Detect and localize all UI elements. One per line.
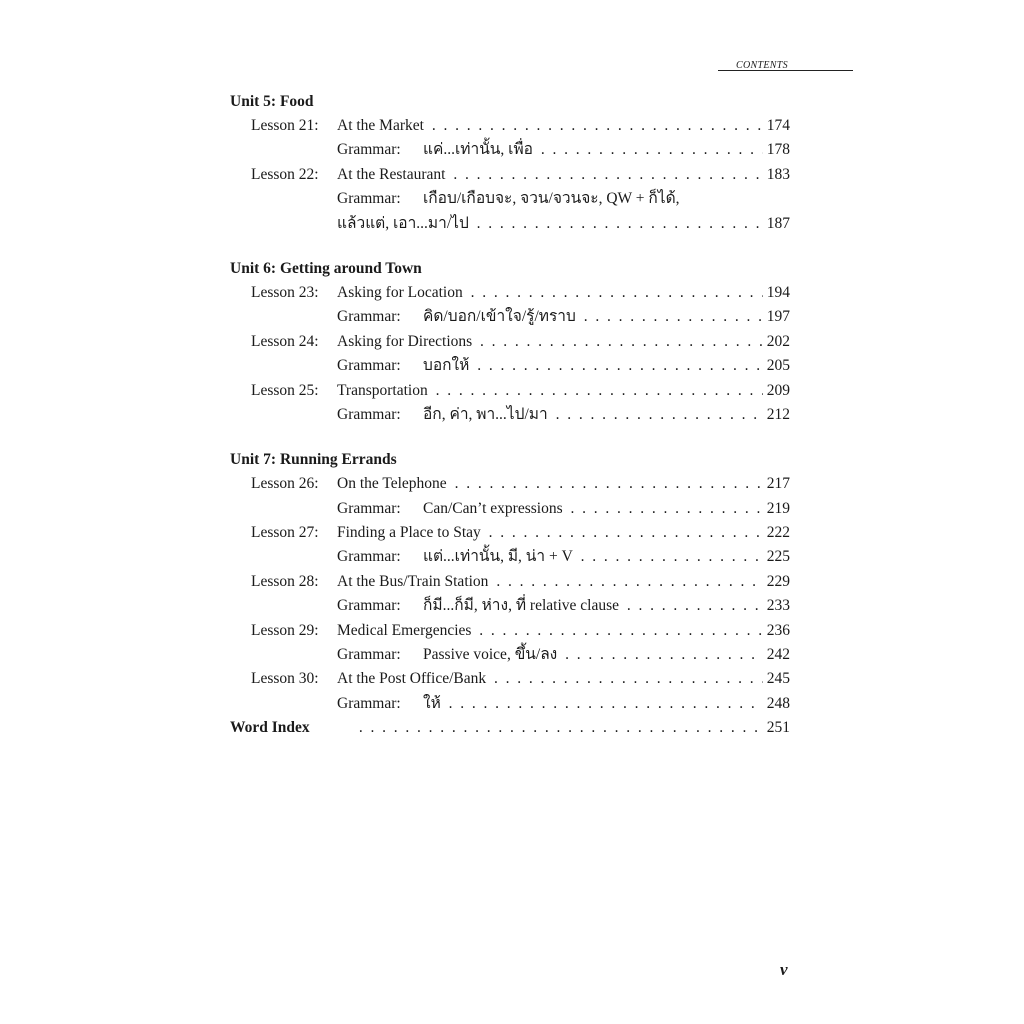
page-number: 219 — [766, 499, 790, 517]
grammar-topics: แค่...เท่านั้น, เพื่อ — [423, 141, 533, 159]
grammar-row[interactable] — [230, 403, 790, 427]
grammar-label: Grammar: — [337, 499, 401, 517]
lesson-title: On the Telephone — [337, 475, 447, 493]
dot-leader — [490, 667, 763, 691]
grammar-topics: ให้ — [423, 694, 441, 712]
lesson-title: Asking for Location — [337, 283, 463, 301]
dot-leader — [355, 716, 763, 740]
lesson-number: Lesson 21: — [251, 117, 319, 134]
grammar-topics: Passive voice, ขึ้น/ลง — [423, 646, 558, 664]
page-number: 194 — [766, 283, 790, 301]
table-of-contents — [230, 90, 790, 741]
grammar-label: Grammar: — [337, 308, 401, 326]
unit-7 — [230, 448, 790, 740]
lesson-title: Transportation — [337, 381, 428, 399]
page-number: 236 — [766, 621, 790, 639]
unit-5 — [230, 90, 790, 236]
grammar-row[interactable] — [230, 138, 790, 162]
lesson-row[interactable] — [230, 379, 790, 403]
dot-leader — [445, 692, 763, 716]
page-number: 205 — [766, 357, 790, 375]
dot-leader — [577, 545, 763, 569]
page-number: 248 — [766, 694, 790, 712]
lesson-row[interactable] — [230, 472, 790, 496]
lesson-title: At the Bus/Train Station — [337, 572, 489, 590]
grammar-topics: คิด/บอก/เข้าใจ/รู้/ทราบ — [423, 308, 576, 326]
page-number: 174 — [766, 117, 790, 134]
grammar-row[interactable] — [230, 545, 790, 569]
lesson-title: Finding a Place to Stay — [337, 524, 481, 542]
grammar-topics: ก็มี...ก็มี, ห่าง, ที่ relative clause — [423, 597, 619, 615]
page-number: 197 — [766, 308, 790, 326]
grammar-topics: บอกให้ — [423, 357, 470, 375]
page-number: 212 — [766, 405, 790, 423]
lesson-number: Lesson 25: — [251, 381, 319, 399]
lesson-row[interactable] — [230, 521, 790, 545]
grammar-label: Grammar: — [337, 405, 401, 423]
lesson-number: Lesson 22: — [251, 165, 319, 183]
lesson-number: Lesson 27: — [251, 524, 319, 542]
lesson-row[interactable] — [230, 667, 790, 691]
grammar-row[interactable] — [230, 643, 790, 667]
grammar-label: Grammar: — [337, 694, 401, 712]
header-rule — [718, 70, 853, 71]
grammar-topics-continued: แล้วแต่, เอา...มา/ไป — [337, 214, 469, 232]
page-number: 233 — [766, 597, 790, 615]
lesson-title: Asking for Directions — [337, 332, 473, 350]
lesson-number: Lesson 30: — [251, 670, 319, 688]
word-index-label: Word Index — [230, 719, 310, 737]
lesson-row[interactable] — [230, 163, 790, 187]
grammar-label: Grammar: — [337, 190, 401, 208]
lesson-title: At the Market — [337, 117, 424, 134]
lesson-title: At the Post Office/Bank — [337, 670, 487, 688]
grammar-row[interactable] — [230, 354, 790, 378]
grammar-row[interactable] — [230, 497, 790, 521]
dot-leader — [432, 379, 763, 403]
grammar-label: Grammar: — [337, 548, 401, 566]
page-number: 251 — [766, 719, 790, 737]
dot-leader — [485, 521, 763, 545]
unit-title: Unit 7: Running Errands — [230, 451, 397, 469]
unit-title: Unit 6: Getting around Town — [230, 259, 422, 277]
grammar-label: Grammar: — [337, 597, 401, 615]
page-number: 222 — [766, 524, 790, 542]
lesson-number: Lesson 24: — [251, 332, 319, 350]
grammar-topics: แต่...เท่านั้น, มี, น่า + V — [423, 548, 573, 566]
grammar-label: Grammar: — [337, 357, 401, 375]
dot-leader — [567, 497, 763, 521]
grammar-continuation-row[interactable] — [230, 212, 790, 236]
lesson-number: Lesson 29: — [251, 621, 319, 639]
page-number: 229 — [766, 572, 790, 590]
page-number: 245 — [766, 670, 790, 688]
dot-leader — [473, 354, 762, 378]
dot-leader — [537, 138, 763, 162]
dot-leader — [492, 570, 762, 594]
grammar-row[interactable] — [230, 187, 790, 211]
lesson-row[interactable] — [230, 114, 790, 138]
unit-title: Unit 5: Food — [230, 93, 314, 110]
grammar-label: Grammar: — [337, 646, 401, 664]
page-number: 183 — [766, 165, 790, 183]
dot-leader — [428, 114, 763, 138]
page-number: 209 — [766, 381, 790, 399]
page-number: 225 — [766, 548, 790, 566]
page-folio: v — [780, 960, 788, 979]
dot-leader — [473, 212, 763, 236]
page-number: 217 — [766, 475, 790, 493]
lesson-row[interactable] — [230, 570, 790, 594]
page-number: 187 — [766, 214, 790, 232]
lesson-title: Medical Emergencies — [337, 621, 472, 639]
lesson-number: Lesson 28: — [251, 572, 319, 590]
dot-leader — [451, 472, 763, 496]
dot-leader — [580, 305, 763, 329]
lesson-row[interactable] — [230, 281, 790, 305]
dot-leader — [561, 643, 762, 667]
grammar-row[interactable] — [230, 594, 790, 618]
grammar-label: Grammar: — [337, 141, 401, 159]
page-number: 202 — [766, 332, 790, 350]
grammar-row[interactable] — [230, 305, 790, 329]
page-number: 242 — [766, 646, 790, 664]
dot-leader — [623, 594, 763, 618]
dot-leader — [552, 403, 763, 427]
unit-6 — [230, 257, 790, 427]
dot-leader — [476, 330, 763, 354]
dot-leader — [467, 281, 763, 305]
word-index-row[interactable] — [230, 716, 790, 740]
grammar-topics: Can/Can’t expressions — [423, 499, 563, 517]
lesson-row[interactable] — [230, 619, 790, 643]
lesson-number: Lesson 26: — [251, 475, 319, 493]
dot-leader — [475, 619, 762, 643]
grammar-topics: เกือบ/เกือบจะ, จวน/จวนจะ, QW + ก็ได้, — [423, 190, 680, 208]
running-title: CONTENTS — [736, 60, 788, 71]
page-number: 178 — [766, 141, 790, 159]
grammar-row[interactable] — [230, 692, 790, 716]
lesson-title: At the Restaurant — [337, 165, 446, 183]
dot-leader — [449, 163, 762, 187]
lesson-row[interactable] — [230, 330, 790, 354]
grammar-topics: อีก, ค่า, พา...ไป/มา — [423, 405, 548, 423]
lesson-number: Lesson 23: — [251, 283, 319, 301]
